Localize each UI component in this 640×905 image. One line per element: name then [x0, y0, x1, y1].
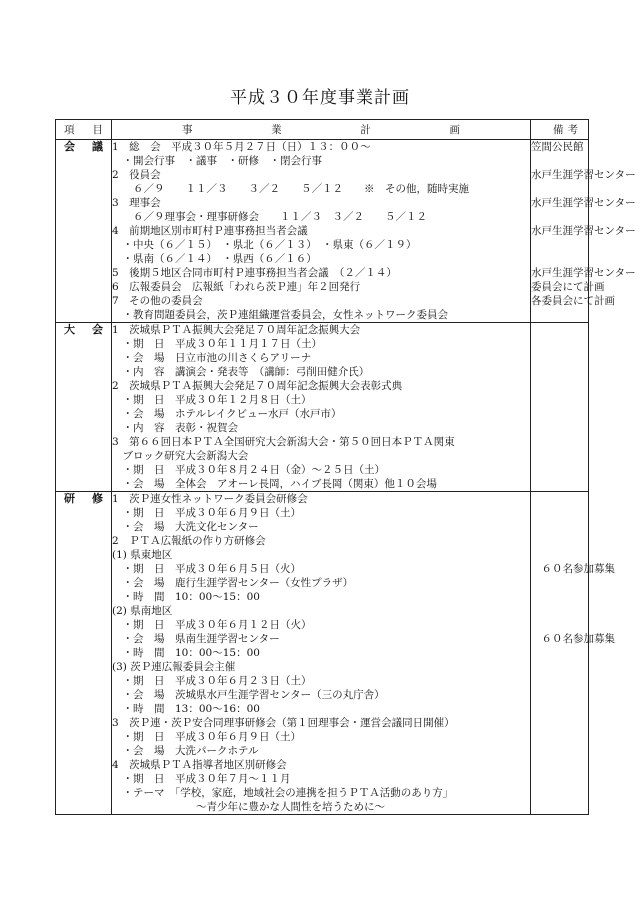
plan-line: (3) 茨Ｐ連広報委員会主催 — [112, 661, 236, 673]
plan-line: ・期 日 平成３０年６月９日（土） — [112, 507, 301, 519]
note-line — [531, 786, 588, 800]
plan-line: ・会 場 県南生涯学習センター — [112, 633, 280, 645]
note-line: ６０名参加募集 — [531, 633, 615, 645]
plan-line: ・テーマ 「学校，家庭，地域社会の連携を担うＰＴＡ活動のあり方」 — [112, 787, 454, 799]
note-line — [531, 576, 588, 590]
section-content — [112, 323, 531, 492]
note-line — [531, 660, 588, 674]
plan-line: ・内 容 講演会・発表等 （講師：弓削田健介氏） — [112, 366, 370, 378]
plan-line: 3 第６６回日本ＰＴＡ全国研究大会新潟大会・第５０回日本ＰＴＡ関東 — [112, 436, 455, 448]
note-line — [531, 604, 588, 618]
plan-line: ・会 場 ホテルレイクビュー水戸（水戸市） — [112, 408, 342, 420]
plan-line: ６／９ １１／３ ３／２ ５／１２ ※ その他，随時実施 — [112, 183, 469, 195]
note-line — [531, 238, 588, 252]
plan-line: ・会 場 日立市池の川さくらアリーナ — [112, 352, 312, 364]
note-line — [531, 548, 588, 562]
plan-line: ・県南（６／１４） ・県西（６／１６） — [112, 253, 317, 265]
note-line — [531, 534, 588, 548]
plan-line: ・中央（６／１５） ・県北（６／１３） ・県東（６／１９） — [112, 239, 417, 251]
note-line: 水戸生涯学習センター — [531, 197, 636, 209]
plan-line: 1 総 会 平成３０年５月２７日（日）１３：００～ — [112, 141, 371, 153]
section-row-kaigi — [56, 140, 589, 323]
note-line — [531, 800, 588, 814]
plan-line: 7 その他の委員会 — [112, 295, 203, 307]
header-plan: 事 業 計 画 — [112, 120, 531, 140]
section-row-taikai — [56, 323, 589, 492]
note-line — [531, 688, 588, 702]
note-line: ６０名参加募集 — [531, 563, 615, 575]
note-line — [531, 730, 588, 744]
table-header-row — [56, 120, 589, 140]
note-line — [531, 758, 588, 772]
section-row-kenshu — [56, 492, 589, 815]
section-content — [112, 492, 531, 815]
plan-line: ６／９理事会・理事研修会 １１／３ ３／２ ５／１２ — [112, 211, 427, 223]
plan-table — [55, 119, 636, 815]
plan-line: 4 前期地区別市町村Ｐ連事務担当者会議 — [112, 225, 308, 237]
note-line — [531, 618, 588, 632]
plan-line: 2 役員会 — [112, 169, 161, 181]
plan-line: ・時 間 10：00～15：00 — [112, 647, 260, 659]
note-line — [531, 646, 588, 660]
plan-line: 3 茨Ｐ連・茨Ｐ安合同理事研修会（第１回理事会・運営会議同日開催） — [112, 717, 455, 729]
plan-line: ・会 場 全体会 アオーレ長岡，ハイブ長岡（関東）他１０会場 — [112, 478, 437, 490]
note-line: 各委員会にて計画 — [531, 295, 615, 307]
plan-line: 1 茨城県ＰＴＡ振興大会発足７０周年記念振興大会 — [112, 324, 361, 336]
plan-line: ・教育問題委員会，茨Ｐ連組織運営委員会，女性ネットワーク委員会 — [112, 309, 448, 321]
plan-line: ブロック研究大会新潟大会 — [112, 450, 249, 462]
section-content — [112, 140, 531, 323]
plan-line: (2) 県南地区 — [112, 605, 173, 617]
note-line: 水戸生涯学習センター — [531, 169, 636, 181]
plan-line: ～青少年に豊かな人間性を培うために～ — [112, 801, 385, 813]
plan-line: ・期 日 平成３０年８月２４日（金）～２５日（土） — [112, 464, 385, 476]
plan-line: ・期 日 平成３０年１２月８日（土） — [112, 394, 312, 406]
note-line — [531, 308, 588, 322]
plan-line: ・時 間 13：00～16：00 — [112, 703, 260, 715]
note-line — [531, 520, 588, 534]
plan-line: 1 茨Ｐ連女性ネットワーク委員会研修会 — [112, 493, 308, 505]
note-line — [531, 210, 588, 224]
note-line — [531, 716, 588, 730]
plan-line: ・会 場 大洗文化センター — [112, 521, 259, 533]
note-line — [531, 744, 588, 758]
note-line — [531, 182, 588, 196]
plan-line: ・内 容 表彰・祝賀会 — [112, 422, 238, 434]
note-line — [531, 506, 588, 520]
plan-line: ・会 場 大洗パークホテル — [112, 745, 259, 757]
section-notes — [531, 492, 615, 815]
plan-line: 2 ＰＴＡ広報紙の作り方研修会 — [112, 535, 266, 547]
plan-line: ・会 場 茨城県水戸生涯学習センター（三の丸庁舎） — [112, 689, 385, 701]
section-category: 研 修 — [56, 492, 112, 815]
note-line: 水戸生涯学習センター — [531, 267, 636, 279]
page-title: 平成３０年度事業計画 — [230, 88, 410, 108]
plan-line: ・期 日 平成３０年７月～１１月 — [112, 773, 291, 785]
note-line — [531, 252, 588, 266]
plan-line: ・開会行事 ・議事 ・研修 ・閉会行事 — [112, 155, 322, 167]
note-line — [531, 154, 588, 168]
note-line: 笠間公民館 — [531, 141, 584, 153]
plan-line: 5 後期５地区合同市町村Ｐ連事務担当者会議 （２／１４） — [112, 267, 397, 279]
section-notes — [531, 140, 636, 323]
plan-line: 6 広報委員会 広報紙「われら茨Ｐ連」年２回発行 — [112, 281, 361, 293]
plan-line: 4 茨城県ＰＴＡ指導者地区別研修会 — [112, 759, 287, 771]
plan-line: ・会 場 鹿行生涯学習センター（女性プラザ） — [112, 577, 354, 589]
plan-line: 2 茨城県ＰＴＡ振興大会発足７０周年記念振興大会表彰式典 — [112, 380, 403, 392]
header-item: 項 目 — [56, 120, 112, 140]
note-line: 水戸生涯学習センター — [531, 225, 636, 237]
section-notes — [531, 323, 589, 492]
plan-line: ・期 日 平成３０年６月９日（土） — [112, 731, 301, 743]
header-notes: 備 考 — [531, 120, 589, 140]
note-line — [531, 492, 588, 506]
plan-line: ・時 間 10：00～15：00 — [112, 591, 260, 603]
plan-line: ・期 日 平成３０年６月１２日（火） — [112, 619, 312, 631]
note-line — [531, 702, 588, 716]
plan-line: (1) 県東地区 — [112, 549, 173, 561]
plan-line: 3 理事会 — [112, 197, 161, 209]
section-category: 会 議 — [56, 140, 112, 323]
section-category: 大 会 — [56, 323, 112, 492]
note-line — [531, 772, 588, 786]
note-line — [531, 674, 588, 688]
plan-line: ・期 日 平成３０年１１月１７日（土） — [112, 338, 322, 350]
plan-line: ・期 日 平成３０年６月２３日（土） — [112, 675, 312, 687]
plan-line: ・期 日 平成３０年６月５日（火） — [112, 563, 301, 575]
note-line: 委員会にて計画 — [531, 281, 605, 293]
note-line — [531, 590, 588, 604]
